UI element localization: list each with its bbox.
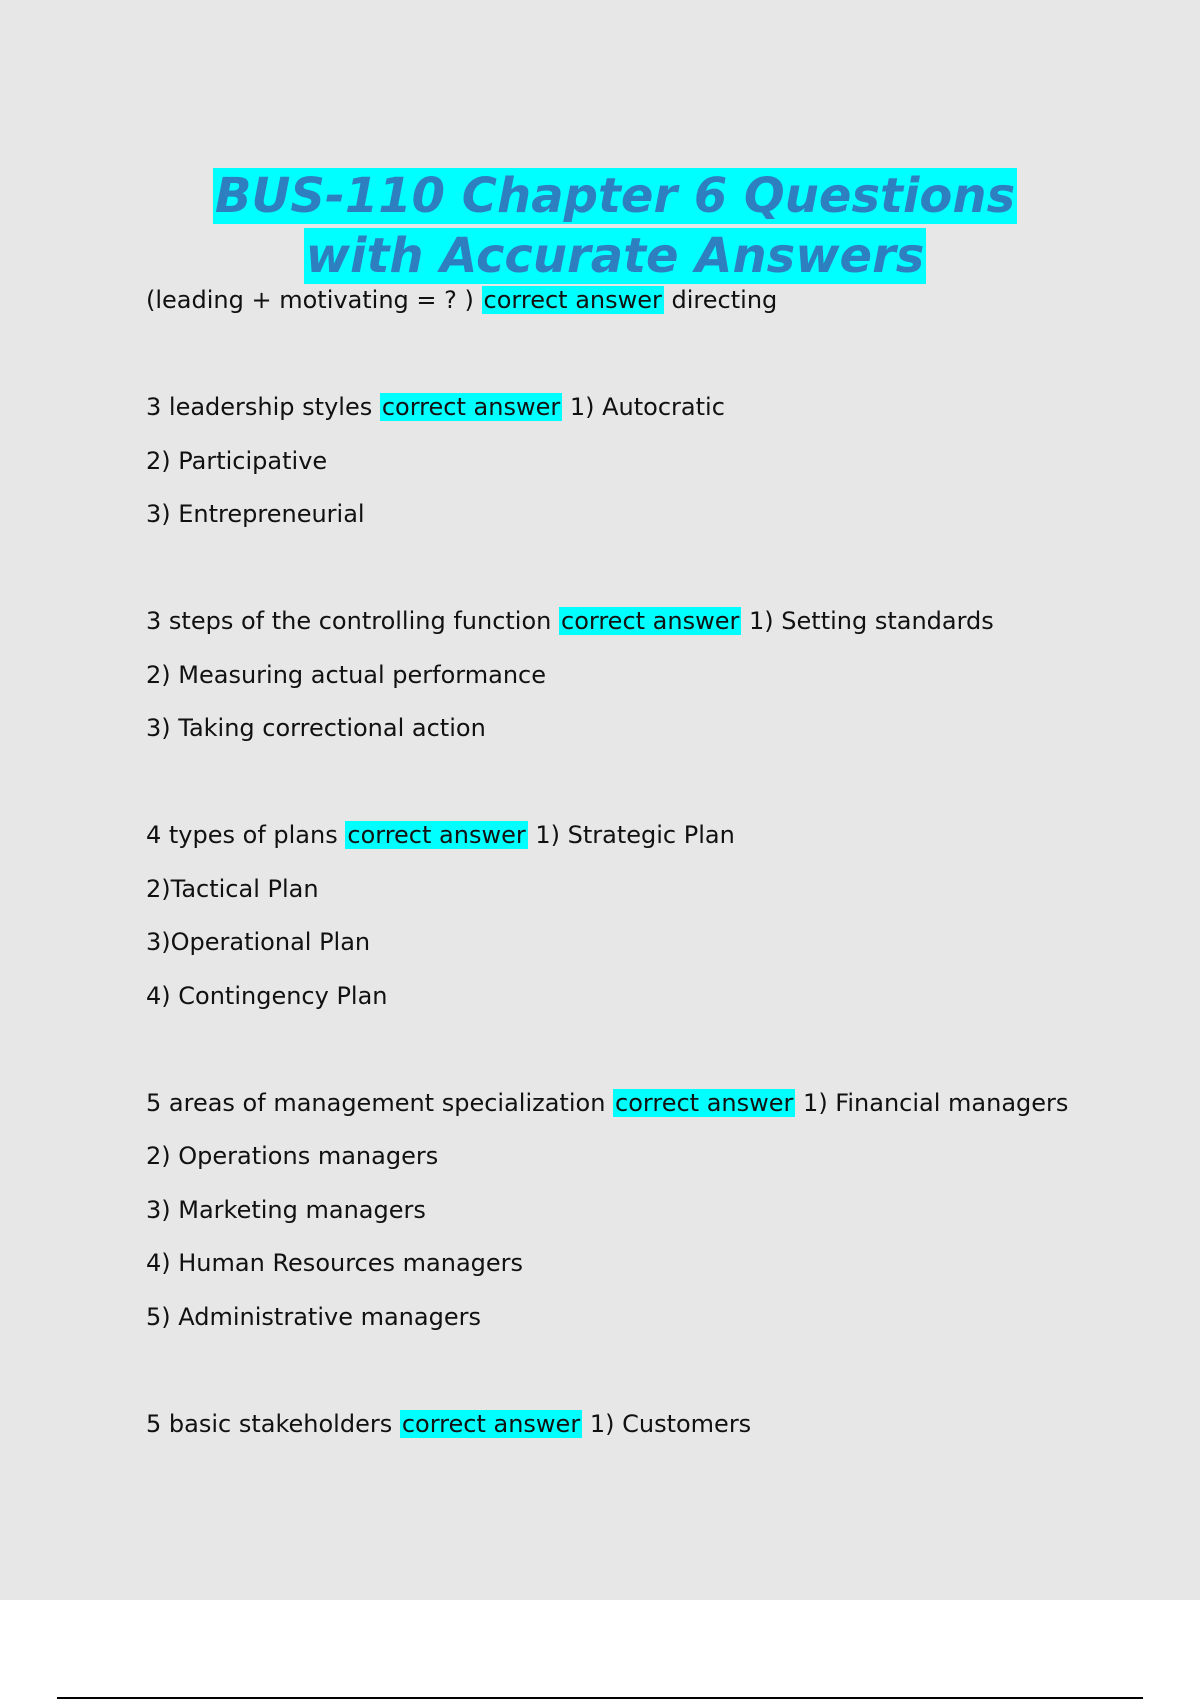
qa-block — [146, 1408, 1106, 1440]
qa-block — [146, 605, 1106, 744]
qa-block — [146, 819, 1106, 1012]
question-text: 5 basic stakeholders — [146, 1409, 393, 1438]
qa-block — [146, 284, 1106, 316]
answer-line: 3) Taking correctional action — [146, 714, 486, 742]
answer-line: 3)Operational Plan — [146, 928, 371, 956]
question-line — [146, 391, 1106, 423]
question-text: 4 types of plans — [146, 821, 338, 849]
answer-line: 2) Participative — [146, 446, 328, 475]
answer-line: 2) Measuring actual performance — [146, 660, 546, 689]
answer-text: 1) Strategic Plan — [535, 821, 735, 849]
block-spacer — [146, 766, 1106, 820]
question-line — [146, 1087, 1106, 1119]
question-line — [146, 1408, 1106, 1440]
question-text: 5 areas of management specialization — [146, 1088, 606, 1117]
answer-line: 5) Administrative managers — [146, 1302, 481, 1331]
qa-block — [146, 391, 1106, 530]
answer-marker: correct answer — [561, 607, 740, 635]
footer-rule — [57, 1697, 1143, 1699]
answer-marker: correct answer — [347, 821, 526, 849]
answer-line: 3) Marketing managers — [146, 1195, 426, 1224]
block-spacer — [146, 338, 1106, 392]
block-spacer — [146, 552, 1106, 606]
question-text: (leading + motivating = ? ) — [146, 286, 474, 314]
answer-marker: correct answer — [483, 286, 662, 314]
answer-marker: correct answer — [401, 1409, 581, 1438]
answer-line: 3) Entrepreneurial — [146, 500, 365, 528]
question-text: 3 steps of the controlling function — [146, 607, 552, 635]
answer-line: 2)Tactical Plan — [146, 874, 319, 903]
question-line — [146, 819, 1106, 851]
answer-marker: correct answer — [381, 393, 561, 421]
block-spacer — [146, 1354, 1106, 1408]
title-line-2: with Accurate Answers — [305, 228, 925, 284]
question-line — [146, 605, 1106, 637]
answer-marker: correct answer — [615, 1088, 794, 1117]
answer-text: directing — [671, 286, 778, 314]
answer-line: 2) Operations managers — [146, 1142, 439, 1170]
question-line — [146, 284, 1106, 316]
question-text: 3 leadership styles — [146, 393, 373, 421]
qa-block — [146, 1087, 1106, 1333]
answer-text: 1) Autocratic — [569, 393, 725, 421]
qa-list — [146, 284, 1106, 1461]
document-title — [140, 166, 1090, 286]
answer-text: 1) Financial managers — [803, 1088, 1069, 1117]
answer-line: 4) Contingency Plan — [146, 981, 388, 1010]
answer-text: 1) Setting standards — [749, 607, 994, 635]
answer-line: 4) Human Resources managers — [146, 1249, 524, 1277]
answer-text: 1) Customers — [589, 1409, 752, 1438]
title-line-1: BUS-110 Chapter 6 Questions — [214, 168, 1016, 224]
block-spacer — [146, 1033, 1106, 1087]
